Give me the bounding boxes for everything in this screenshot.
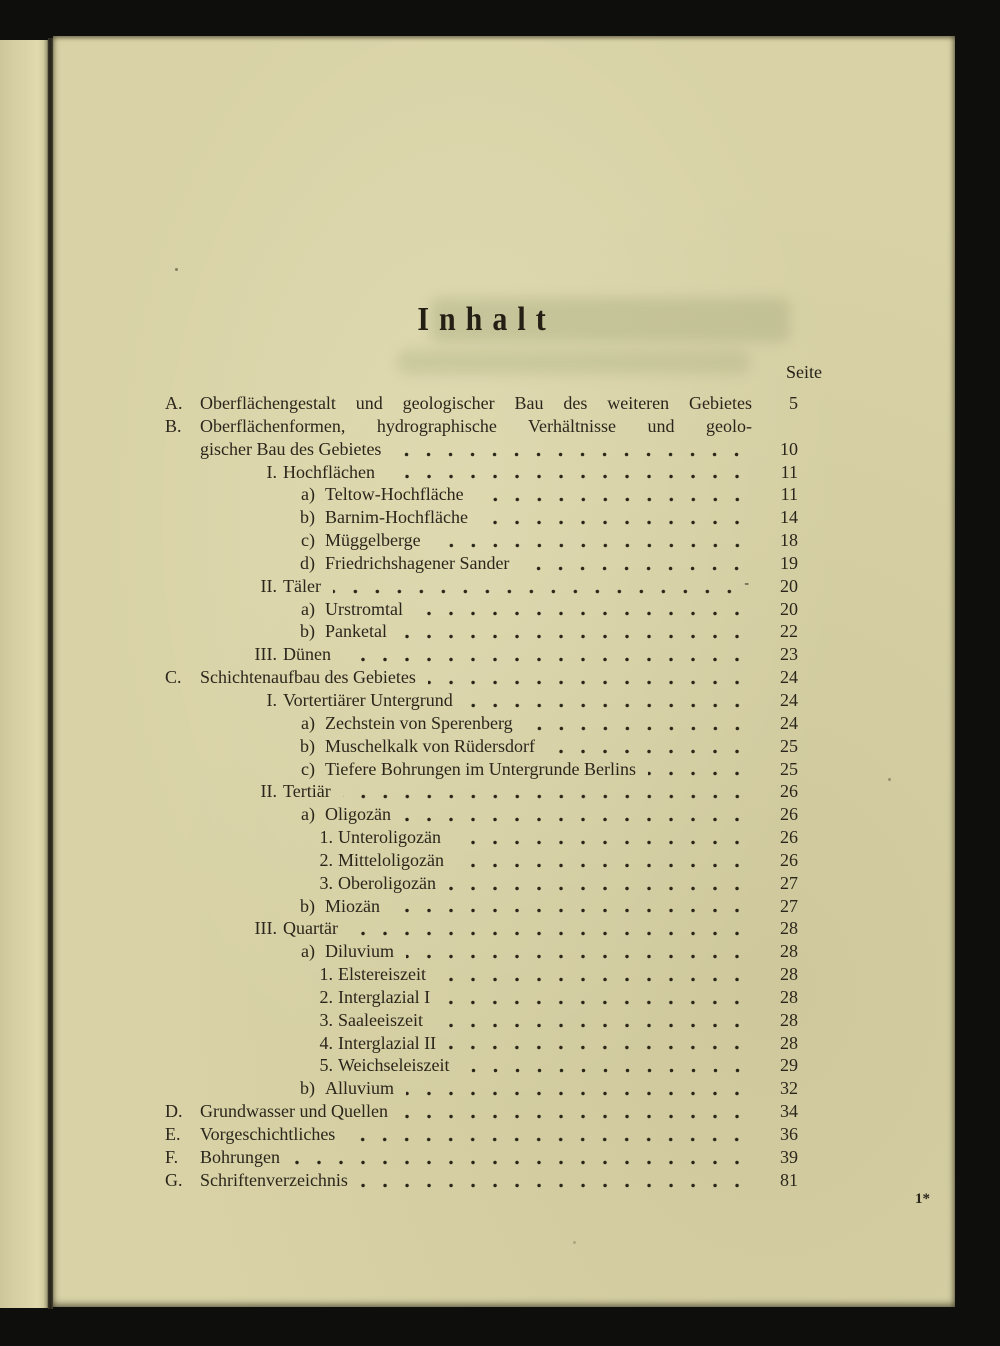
toc-entry-page-number: 29 [780,1055,798,1076]
toc-entry-label: I. [266,689,277,710]
toc-row [165,1123,798,1146]
dot-leader [350,931,748,936]
toc-row [165,780,798,803]
toc-entry-note: - [744,575,749,591]
toc-rows [165,392,798,1192]
toc-entry-page-number: 23 [780,644,798,665]
toc-entry-page-number: 26 [780,804,798,825]
toc-row [165,895,798,918]
toc-row [165,849,798,872]
toc-row [165,575,798,598]
toc-entry-text: Muschelkalk von Rüdersdorf [325,735,535,756]
toc-entry-page-number: 24 [780,667,798,688]
toc-row [165,1146,798,1169]
toc-entry-page-number: 27 [780,895,798,916]
toc-entry-page-number: 28 [780,918,798,939]
toc-entry-label: III. [254,918,277,939]
dot-leader [392,908,748,913]
toc-entry-label: II. [260,575,277,596]
toc-row [165,438,798,461]
toc-row [165,826,798,849]
toc-entry-text: Bohrungen [200,1146,280,1167]
toc-entry-label: F. [165,1146,179,1167]
dot-leader [343,657,748,662]
toc-entry-text: Unteroligozän [338,827,441,848]
toc-row [165,461,798,484]
toc-entry-page-number: 20 [780,575,798,596]
toc-entry-label: 3. [319,1009,333,1030]
toc-entry-label: b) [300,895,315,916]
toc-entry-text: Schriftenverzeichnis [200,1169,348,1190]
toc-row [165,940,798,963]
dot-leader [406,1091,748,1096]
toc-entry-page-number: 28 [780,1032,798,1053]
toc-entry-label: G. [165,1169,183,1190]
dot-leader [403,817,748,822]
toc-entry-page-number: 11 [780,461,798,482]
toc-entry-page-number: 26 [780,781,798,802]
dot-leader [343,794,748,799]
toc-entry-text: Quartär [283,918,338,939]
dot-leader [433,543,748,548]
dot-leader [387,474,748,479]
toc-row [165,735,798,758]
toc-entry-text: Schichtenaufbau des Gebietes [200,667,416,688]
dot-leader [648,771,748,776]
toc-entry-page-number: 25 [780,758,798,779]
toc-entry-label: a) [301,598,315,619]
toc-entry-text: Mitteloligozän [338,849,444,870]
toc-entry-page-number: 22 [780,621,798,642]
toc-entry-page-number: 20 [780,598,798,619]
toc-row [165,666,798,689]
toc-entry-label: b) [300,507,315,528]
toc-entry-label: b) [300,621,315,642]
toc-entry-label: C. [165,667,182,688]
toc-entry-label: a) [301,712,315,733]
toc-row [165,1032,798,1055]
toc-entry-text: Miozän [325,895,380,916]
dot-leader [453,840,748,845]
toc-entry-page-number: 24 [780,689,798,710]
toc-entry-page-number: 5 [789,393,798,413]
toc-entry-page-number: 10 [780,438,798,459]
paper-speck [888,778,891,781]
toc-row [165,1100,798,1123]
dot-leader [333,589,740,594]
toc-entry-label: III. [254,644,277,665]
toc-row [165,689,798,712]
toc-entry-label: 2. [319,849,333,870]
toc-entry-text: gischer Bau des Gebietes [200,438,382,459]
dot-leader [435,1023,748,1028]
toc-entry-label: 1. [319,964,333,985]
toc-row [165,415,798,438]
toc-entry-text: Alluvium [325,1078,395,1099]
toc-row [165,712,798,735]
toc-row [165,1169,798,1192]
toc-row [165,506,798,529]
toc-entry-page-number: 39 [780,1146,798,1167]
toc-entry-label: 1. [319,827,333,848]
dot-leader [406,954,748,959]
toc-entry-text: Grundwasser und Quellen [200,1101,388,1122]
toc-entry-text: Tertiär [283,781,331,802]
toc-entry-text: Interglazial II [338,1032,437,1053]
dot-leader [292,1160,748,1165]
toc-entry-page-number: 14 [780,507,798,528]
toc-entry-label: 4. [319,1032,333,1053]
toc-entry-label: 5. [319,1055,333,1076]
toc-entry-page-number: 27 [780,872,798,893]
dot-leader [456,863,748,868]
toc-entry-page-number: 24 [780,712,798,733]
toc-entry-label: a) [301,804,315,825]
dot-leader [438,977,748,982]
toc-entry-label: B. [165,415,182,436]
toc-row [165,803,798,826]
dot-leader [462,1068,749,1073]
dot-leader [399,634,748,639]
dot-leader [393,452,748,457]
toc-entry-label: 2. [319,986,333,1007]
toc-row [165,917,798,940]
dot-leader [547,749,748,754]
toc-row [165,963,798,986]
toc-entry-text: Diluvium [325,941,395,962]
toc-entry-text: Oligozän [325,804,391,825]
toc-row [165,1054,798,1077]
page-title: Inhalt [417,300,556,338]
toc-entry-label: E. [165,1124,181,1144]
toc-entry-text: Saaleeiszeit [338,1009,423,1030]
toc-entry-label: a) [301,484,315,505]
toc-entry-page-number: 28 [780,986,798,1007]
toc-entry-page-number: 26 [780,849,798,870]
toc-entry-page-number: 19 [780,552,798,573]
toc-entry-page-number: 36 [780,1124,798,1144]
toc-row [165,643,798,666]
toc-entry-label: I. [266,461,277,482]
toc-row [165,758,798,781]
toc-entry-label: c) [301,530,315,551]
toc-entry-text: Teltow-Hochfläche [325,484,464,505]
toc-entry-page-number: 34 [780,1101,798,1122]
toc-entry-text: Zechstein von Sperenberg [325,712,513,733]
toc-row [165,529,798,552]
toc-entry-page-number: 81 [780,1169,798,1190]
dot-leader [428,680,748,685]
toc-entry-label: A. [165,393,183,413]
toc-entry-page-number: 25 [780,735,798,756]
toc-entry-text: Oberflächengestalt und geologischer Bau des weiteren Gebietes [200,393,752,413]
toc-entry-text: Barnim-Hochfläche [325,507,468,528]
toc-entry-label: D. [165,1101,183,1122]
toc-entry-page-number: 28 [780,1009,798,1030]
toc-entry-page-number: 28 [780,964,798,985]
toc-content [165,36,930,1307]
printer-signature-mark: 1* [915,1191,930,1207]
dot-leader [521,566,748,571]
toc-entry-text: Panketal [325,621,387,642]
dot-leader [465,703,748,708]
toc-entry-text: Müggelberge [325,530,421,551]
toc-entry-label: b) [300,1078,315,1099]
toc-entry-page-number: 18 [780,530,798,551]
toc-entry-page-number: 26 [780,827,798,848]
toc-row [165,392,798,415]
dot-leader [448,1045,748,1050]
book-page [53,36,955,1307]
toc-entry-text: Oberflächenformen, hydrographische Verhältnisse und geolo- [200,415,752,436]
toc-row [165,483,798,506]
dot-leader [525,726,748,731]
toc-entry-text: Tiefere Bohrungen im Untergrunde Berlins [325,758,636,779]
toc-entry-text: Elstereiszeit [338,964,426,985]
toc-entry-page-number: 11 [780,484,798,505]
toc-row [165,620,798,643]
dot-leader [415,611,748,616]
adjacent-page-edge [0,40,48,1308]
toc-row [165,986,798,1009]
toc-entry-label: a) [301,941,315,962]
toc-entry-text: Täler [283,575,321,596]
toc-entry-text: Friedrichshagener Sander [325,552,510,573]
toc-entry-text: Interglazial I [338,986,431,1007]
toc-row [165,872,798,895]
page-number-column-header: Seite [786,362,822,382]
toc-entry-page-number: 28 [780,941,798,962]
toc-row [165,598,798,621]
dot-leader [442,1000,748,1005]
toc-entry-text: Hochflächen [283,461,375,482]
dot-leader [448,886,748,891]
dot-leader [360,1183,748,1188]
toc-entry-text: Vortertiärer Untergrund [283,689,453,710]
toc-entry-text: Weichseleiszeit [338,1055,450,1076]
dot-leader [347,1137,748,1142]
toc-entry-label: c) [301,758,315,779]
toc-row [165,552,798,575]
dot-leader [480,520,748,525]
dot-leader [476,497,748,502]
toc-entry-label: b) [300,735,315,756]
toc-entry-text: Dünen [283,644,331,665]
toc-entry-text: Oberoligozän [338,872,436,893]
dot-leader [400,1114,748,1119]
toc-row [165,1077,798,1100]
toc-entry-label: d) [300,552,315,573]
toc-entry-label: 3. [319,872,333,893]
toc-entry-page-number: 32 [780,1078,798,1099]
toc-entry-text: Vorgeschichtliches [200,1124,336,1144]
toc-entry-text: Urstromtal [325,598,403,619]
toc-entry-label: II. [260,781,277,802]
toc-row [165,1009,798,1032]
